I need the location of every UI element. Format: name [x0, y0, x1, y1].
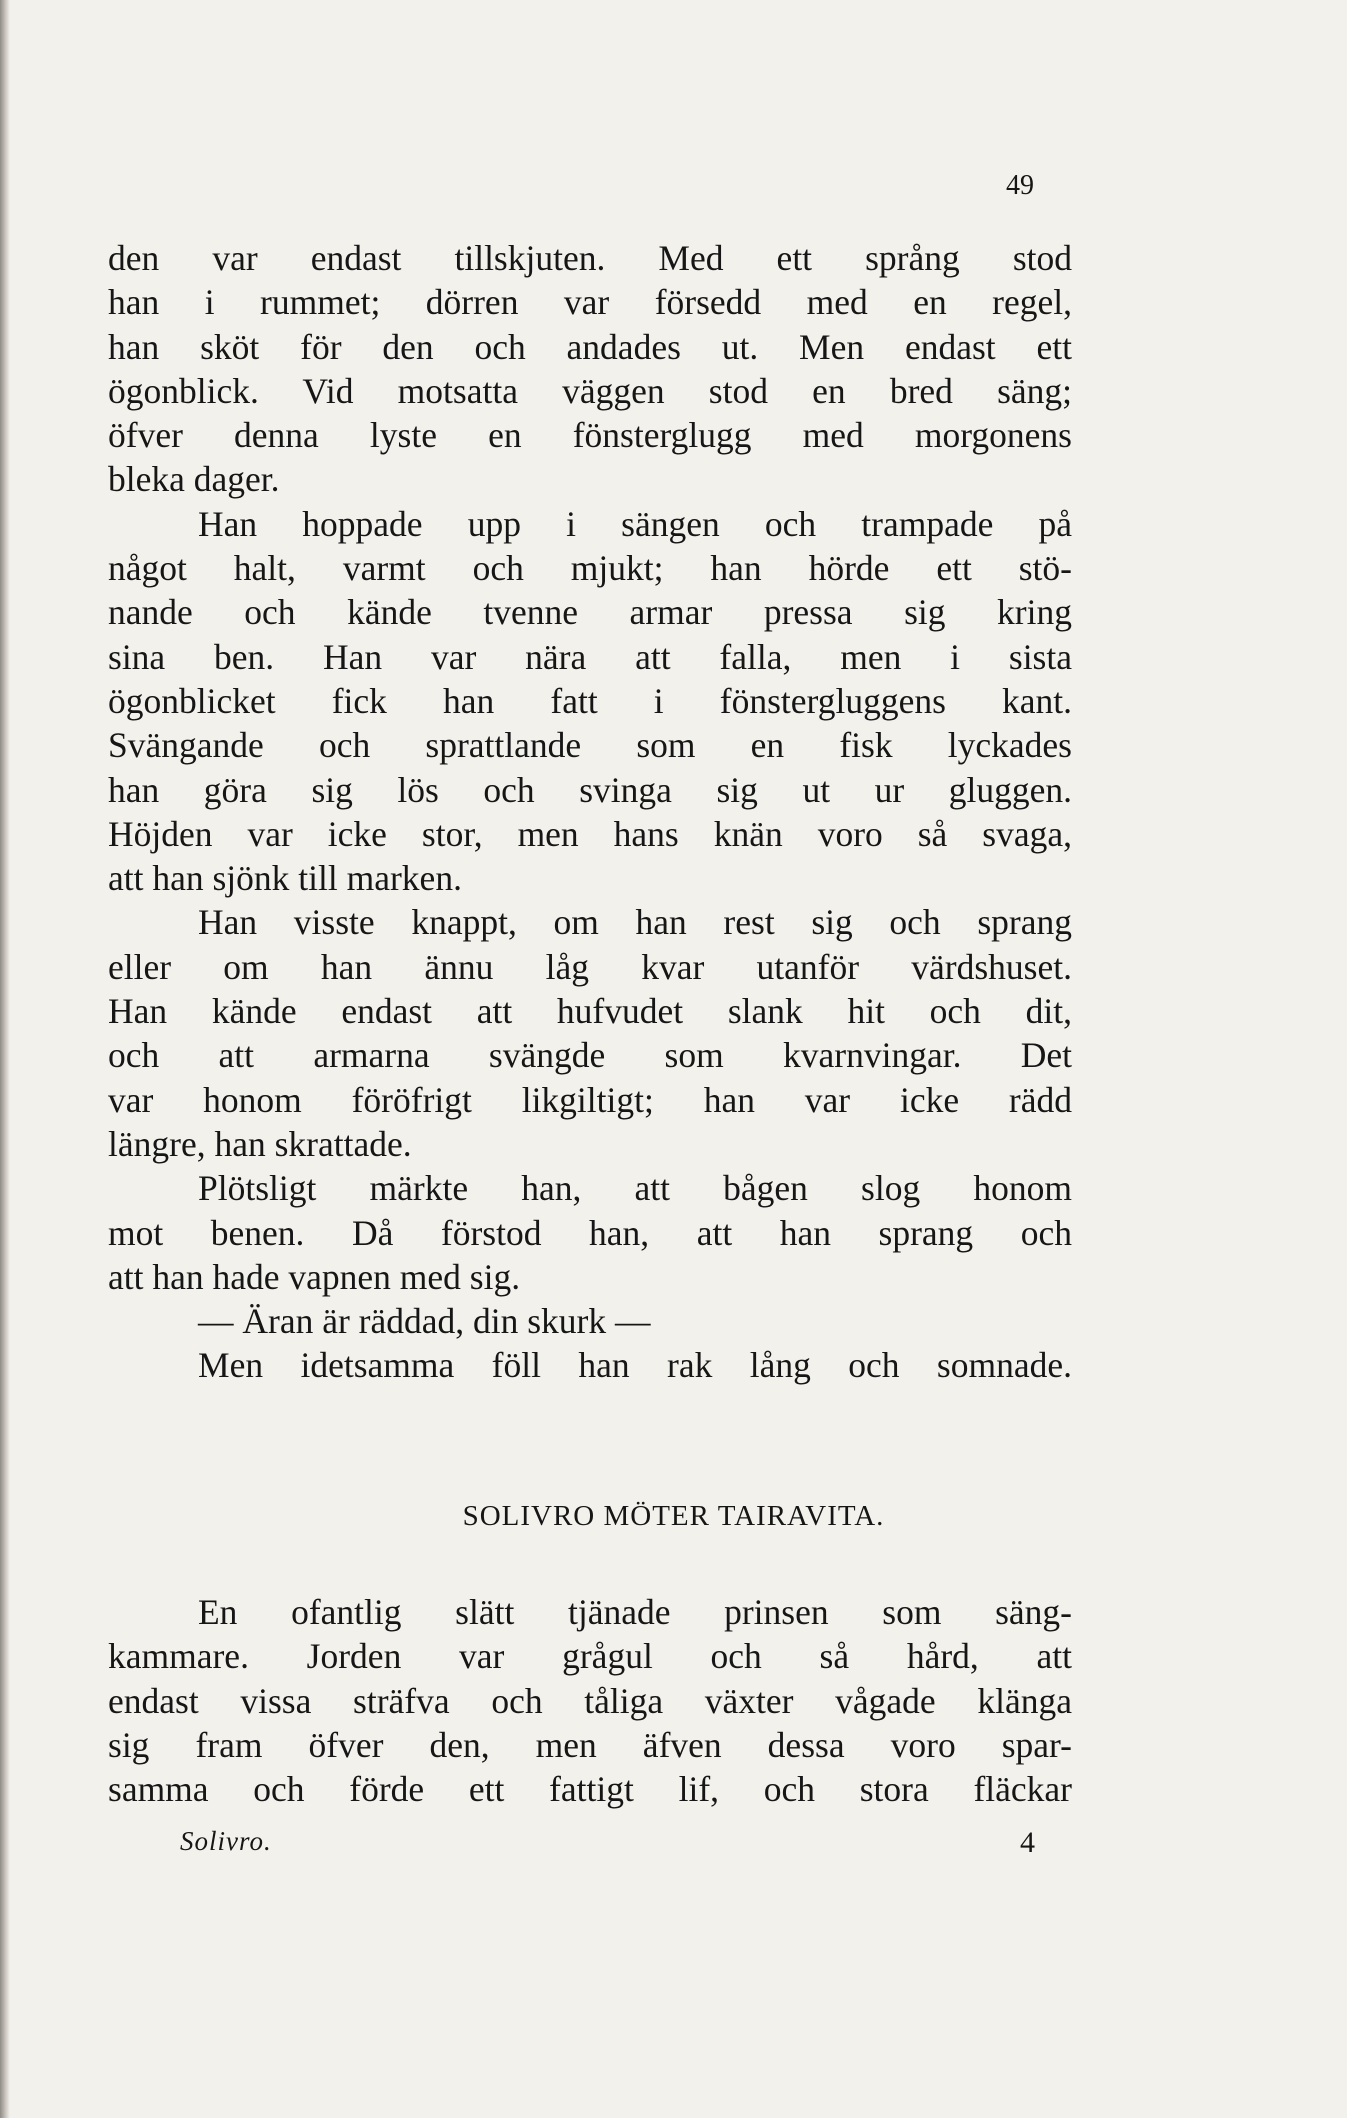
signature-mark-number: 4 — [1020, 1826, 1035, 1859]
body-text-upper — [108, 236, 1072, 1388]
text-line: och att armarna svängde som kvarnvingar. Det — [108, 1035, 1072, 1076]
text-line: bleka dager. — [108, 459, 280, 500]
text-line: längre, han skrattade. — [108, 1123, 412, 1164]
text-line: var honom föröfrigt likgiltigt; han var icke rädd — [108, 1079, 1072, 1120]
text-line: endast vissa sträfva och tåliga växter vågade klänga — [108, 1680, 1072, 1721]
text-line: ögonblicket fick han fatt i fönstergluggens kant. — [108, 680, 1072, 721]
text-line: Men idetsamma föll han rak lång och somnade. — [198, 1345, 1072, 1386]
page-number: 49 — [1006, 170, 1034, 201]
body-text-lower — [108, 1590, 1072, 1811]
text-line: sina ben. Han var nära att falla, men i sista — [108, 636, 1072, 677]
signature-mark-title: Solivro. — [180, 1826, 272, 1856]
text-line: kammare. Jorden var grågul och så hård, att — [108, 1636, 1072, 1677]
text-line: öfver denna lyste en fönsterglugg med morgonens — [108, 415, 1072, 456]
text-line: mot benen. Då förstod han, att han sprang och — [108, 1212, 1072, 1253]
text-line: den var endast tillskjuten. Med ett språng stod — [108, 238, 1072, 278]
text-line: Höjden var icke stor, men hans knän voro så svaga, — [108, 813, 1072, 854]
text-line: samma och förde ett fattigt lif, och stora fläckar — [108, 1769, 1072, 1810]
text-line: han sköt för den och andades ut. Men endast ett — [108, 326, 1072, 367]
text-line: Plötsligt märkte han, att bågen slog honom — [198, 1168, 1072, 1209]
chapter-heading: SOLIVRO MÖTER TAIRAVITA. — [462, 1500, 885, 1532]
text-line: Han visste knappt, om han rest sig och sprang — [198, 902, 1072, 943]
text-line: nande och kände tvenne armar pressa sig kring — [108, 592, 1072, 633]
text-line: han göra sig lös och svinga sig ut ur gluggen. — [108, 769, 1072, 810]
text-line: eller om han ännu låg kvar utanför värdshuset. — [108, 946, 1072, 987]
text-line: — Äran är räddad, din skurk — — [198, 1301, 651, 1342]
text-line: En ofantlig slätt tjänade prinsen som säng- — [198, 1592, 1072, 1632]
text-line: att han sjönk till marken. — [108, 858, 462, 899]
text-line: Svängande och sprattlande som en fisk lyckades — [108, 725, 1072, 766]
text-line: att han hade vapnen med sig. — [108, 1256, 521, 1297]
text-line: han i rummet; dörren var försedd med en regel, — [108, 282, 1072, 323]
page-edge-shadow — [0, 0, 10, 2118]
text-line: Han hoppade upp i sängen och trampade på — [198, 503, 1072, 544]
text-line: något halt, varmt och mjukt; han hörde ett stö- — [108, 548, 1072, 589]
text-line: sig fram öfver den, men äfven dessa voro spar- — [108, 1724, 1072, 1765]
text-line: Han kände endast att hufvudet slank hit och dit, — [108, 991, 1072, 1032]
text-line: ögonblick. Vid motsatta väggen stod en bred säng; — [108, 370, 1072, 411]
